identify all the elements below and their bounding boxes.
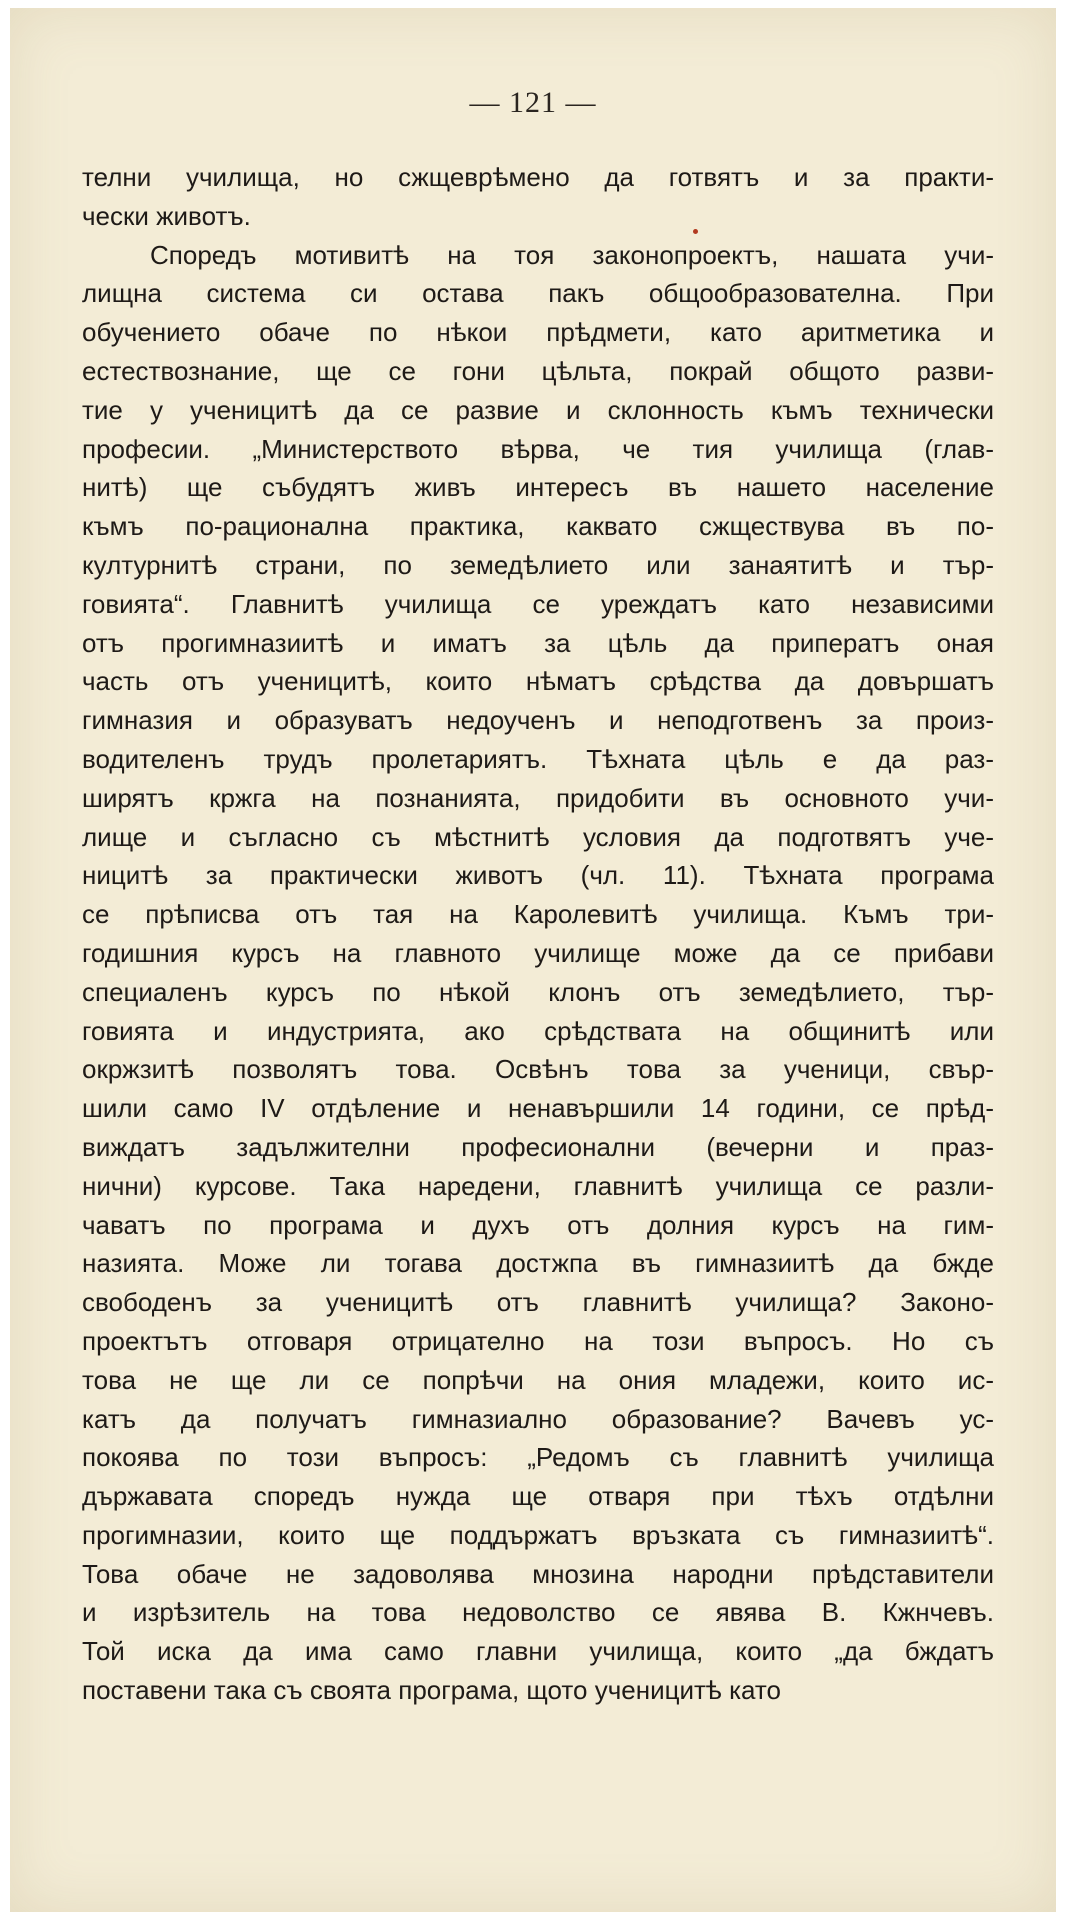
text-line: естествознание, ще се гони цѣльта, покрай общото разви- [82,355,994,386]
text-line: часть отъ ученицитѣ, които нѣматъ срѣдства да довършатъ [82,666,994,697]
text-line: отъ прогимназиитѣ и иматъ за цѣль да приператъ оная [82,627,994,658]
text-line: лище и съгласно съ мѣстнитѣ условия да подготвятъ уче- [82,821,994,852]
text-line: професии. „Министерството вѣрва, че тия училища (глав- [82,433,994,464]
text-line: годишния курсъ на главното училище може да се прибави [82,937,994,968]
text-line: културнитѣ страни, по земедѣлието или занаятитѣ и тър- [82,549,994,580]
text-line: нични) курсове. Така наредени, главнитѣ училища се разли- [82,1170,994,1201]
page-number: — 121 — [469,86,597,119]
text-line: телни училища, но сжщеврѣмено да готвятъ и за практи- [82,162,994,192]
text-line: тие у ученицитѣ да се развие и склонность къмъ технически [82,394,994,425]
text-line: чаватъ по програма и духъ отъ долния курсъ на гим- [82,1209,994,1240]
text-line: водителенъ трудъ пролетариятъ. Тѣхната цѣль е да раз- [82,743,994,774]
text-line: поставени така съ своята програма, щото ученицитѣ като [82,1675,781,1706]
text-line: говията и индустрията, ако срѣдствата на общинитѣ или [82,1015,994,1046]
text-line: гимназия и образуватъ недоученъ и неподготвенъ за произ- [82,705,994,736]
text-line: назията. Може ли тогава достжпа въ гимназиитѣ да бжде [82,1248,994,1279]
text-line: виждатъ задължителни професионални (вечерни и праз- [82,1131,994,1162]
text-line: катъ да получатъ гимназиално образование? Вачевъ ус- [82,1403,994,1434]
text-line: свободенъ за ученицитѣ отъ главнитѣ училища? Законо- [82,1287,994,1318]
text-line: ширятъ кржга на познанията, придобити въ основното учи- [82,782,994,813]
text-line: Споредъ мотивитѣ на тоя законопроектъ, нашата учи- [150,239,994,270]
text-line: специаленъ курсъ по нѣкой клонъ отъ земедѣлието, тър- [82,976,994,1007]
text-line: нитѣ) ще събудятъ живъ интересъ въ нашето население [82,472,994,503]
text-line: проектътъ отговаря отрицателно на този въпросъ. Но съ [82,1325,994,1356]
book-page [10,8,1056,1912]
text-line: държавата споредъ нужда ще отваря при тѣхъ отдѣлни [82,1481,994,1512]
text-line: обучението обаче по нѣкои прѣдмети, като аритметика и [82,317,994,348]
text-line: ницитѣ за практически животъ (чл. 11). Тѣхната програма [82,860,994,891]
text-line: Това обаче не задоволява мнозина народни прѣдставители [82,1558,994,1589]
text-line: прогимназии, които ще поддържатъ връзката съ гимназиитѣ“. [82,1519,994,1550]
text-line: покоява по този въпросъ: „Редомъ съ главнитѣ училища [82,1442,994,1473]
text-line: Той иска да има само главни училища, които „да бждатъ [82,1636,994,1667]
text-line: шили само IV отдѣление и ненавършили 14 години, се прѣд- [82,1093,994,1124]
text-line: къмъ по-рационална практика, каквато сжществува въ по- [82,511,994,542]
text-line: и изрѣзитель на това недоволство се явява В. Кжнчевъ. [82,1597,994,1628]
text-line: чески животъ. [82,200,251,231]
text-line: говията“. Главнитѣ училища се уреждатъ като независими [82,588,994,619]
text-line: лищна система си остава пакъ общообразователна. При [82,278,994,309]
text-line: това не ще ли се попрѣчи на ония младежи, които ис- [82,1364,994,1395]
body-text [82,158,994,1710]
text-line: се прѣписва отъ тая на Каролевитѣ училища. Къмъ три- [82,899,994,930]
text-line: окржзитѣ позволятъ това. Освѣнъ това за ученици, свър- [82,1054,994,1085]
